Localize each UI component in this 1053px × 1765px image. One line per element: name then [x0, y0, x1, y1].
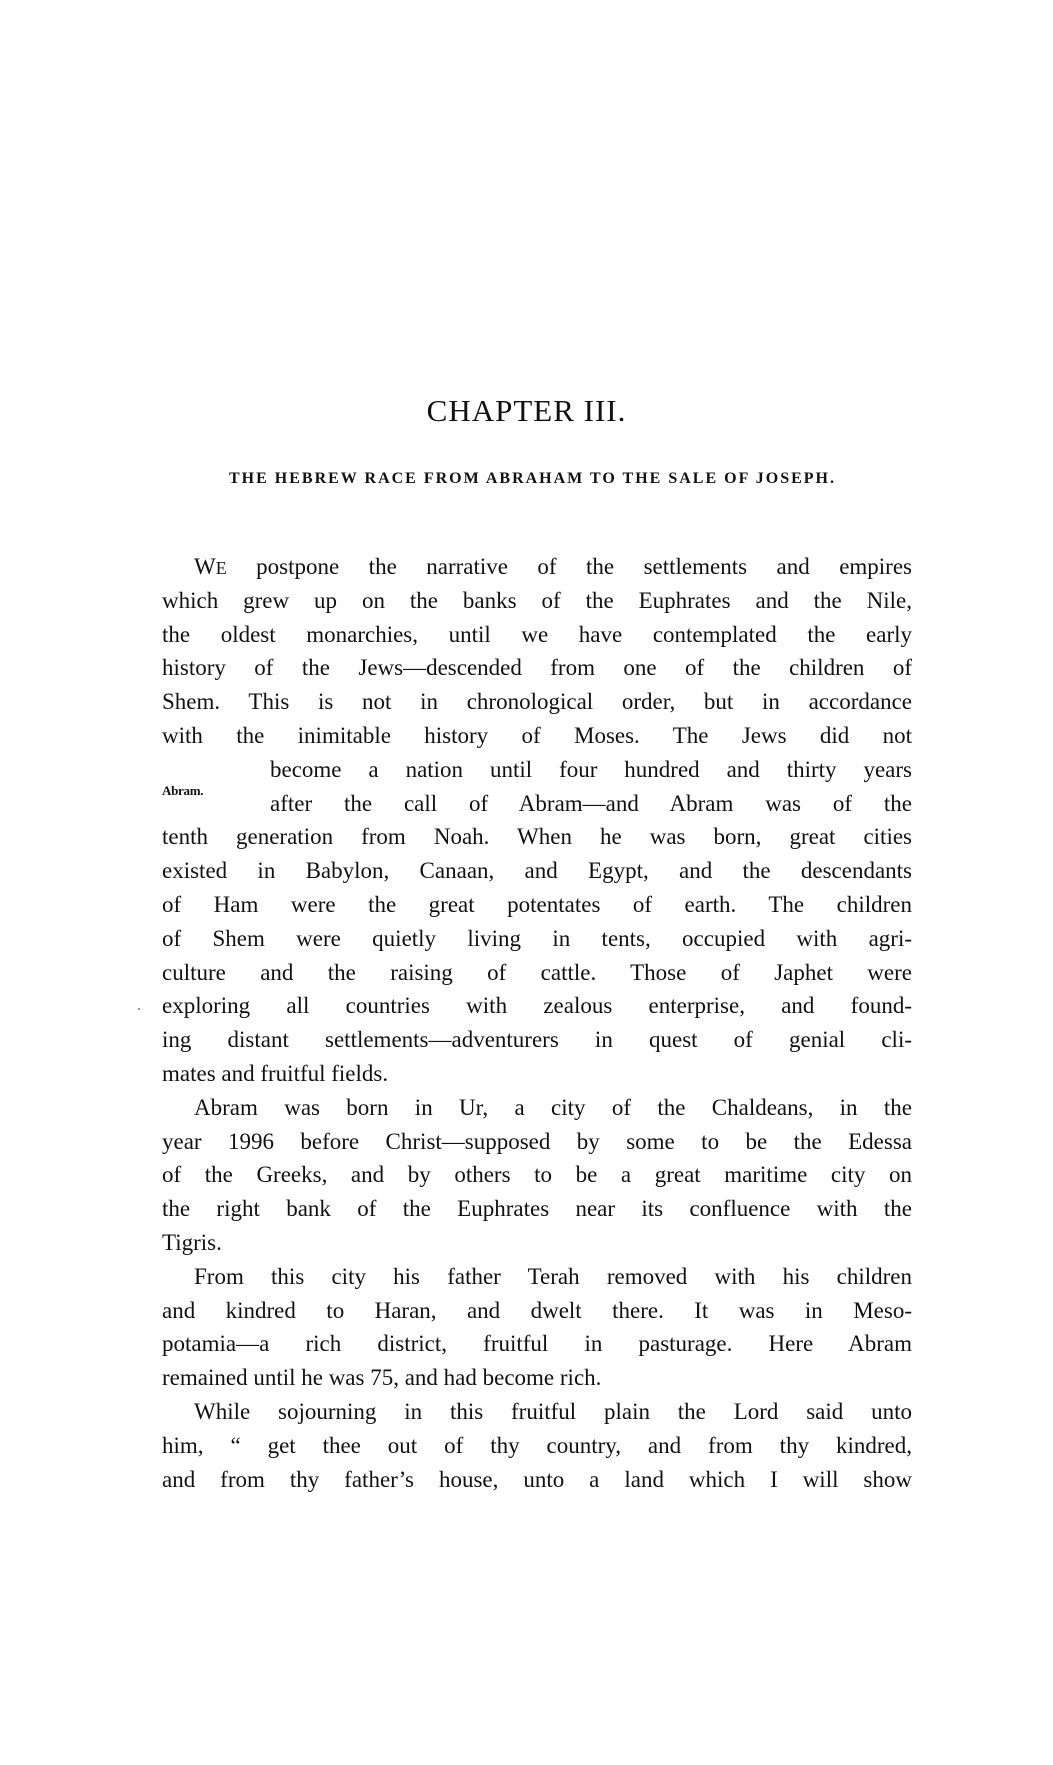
text-line: existed in Babylon, Canaan, and Egypt, and the descendants [162, 858, 912, 884]
text-line: Shem. This is not in chronological order, but in accordance [162, 689, 912, 715]
chapter-subtitle: THE HEBREW RACE FROM ABRAHAM TO THE SALE OF JOSEPH. [229, 470, 836, 487]
paragraph-2 [162, 1091, 912, 1260]
text-line: potamia—a rich district, fruitful in pasturage. Here Abram [162, 1331, 912, 1357]
text-line: From this city his father Terah removed with his children [194, 1263, 912, 1289]
text-line [162, 550, 912, 584]
line-text: postpone the narrative of the settlements and empires [226, 554, 912, 579]
text-line: mates and fruitful fields. [162, 1060, 389, 1086]
text-line: the right bank of the Euphrates near its confluence with the [162, 1196, 912, 1222]
lead-letter: W [194, 554, 216, 579]
text-line: remained until he was 75, and had become rich. [162, 1365, 602, 1391]
text-line: culture and the raising of cattle. Those of Japhet were [162, 959, 912, 985]
chapter-title: CHAPTER III. [426, 393, 627, 428]
margin-note: Abram. [162, 783, 204, 798]
text-line: history of the Jews—descended from one of the children of [162, 655, 912, 681]
paragraph-1 [162, 550, 912, 1091]
text-line: exploring all countries with zealous enterprise, and found- [162, 993, 912, 1019]
text-line: of the Greeks, and by others to be a great maritime city on [162, 1162, 912, 1188]
text-line: with the inimitable history of Moses. The Jews did not [162, 722, 912, 748]
text-line: which grew up on the banks of the Euphrates and the Nile, [162, 587, 912, 613]
text-line: him, “ get thee out of thy country, and from thy kindred, [162, 1432, 912, 1458]
text-line: of Shem were quietly living in tents, occupied with agri- [162, 925, 912, 951]
text-line: the oldest monarchies, until we have contemplated the early [162, 621, 912, 647]
text-line: and from thy father’s house, unto a land which I will show [162, 1466, 912, 1492]
text-line: Tigris. [162, 1229, 222, 1255]
text-line: While sojourning in this fruitful plain the Lord said unto [194, 1398, 912, 1424]
text-line: after the call of Abram—and Abram was of the [270, 790, 912, 816]
text-line: Abram was born in Ur, a city of the Chaldeans, in the [194, 1094, 912, 1120]
paragraph-3 [162, 1260, 912, 1395]
text-line: tenth generation from Noah. When he was born, great cities [162, 824, 912, 850]
text-line: of Ham were the great potentates of earth. The children [162, 891, 912, 917]
text-line: year 1996 before Christ—supposed by some to be the Edessa [162, 1128, 912, 1154]
body-text [162, 550, 912, 1496]
print-speck [138, 1008, 140, 1010]
paragraph-4 [162, 1395, 912, 1496]
text-line: ing distant settlements—adventurers in quest of genial cli- [162, 1027, 912, 1053]
text-line: become a nation until four hundred and thirty years [270, 756, 912, 782]
text-line: and kindred to Haran, and dwelt there. It was in Meso- [162, 1297, 912, 1323]
lead-small-caps: E [215, 558, 227, 578]
